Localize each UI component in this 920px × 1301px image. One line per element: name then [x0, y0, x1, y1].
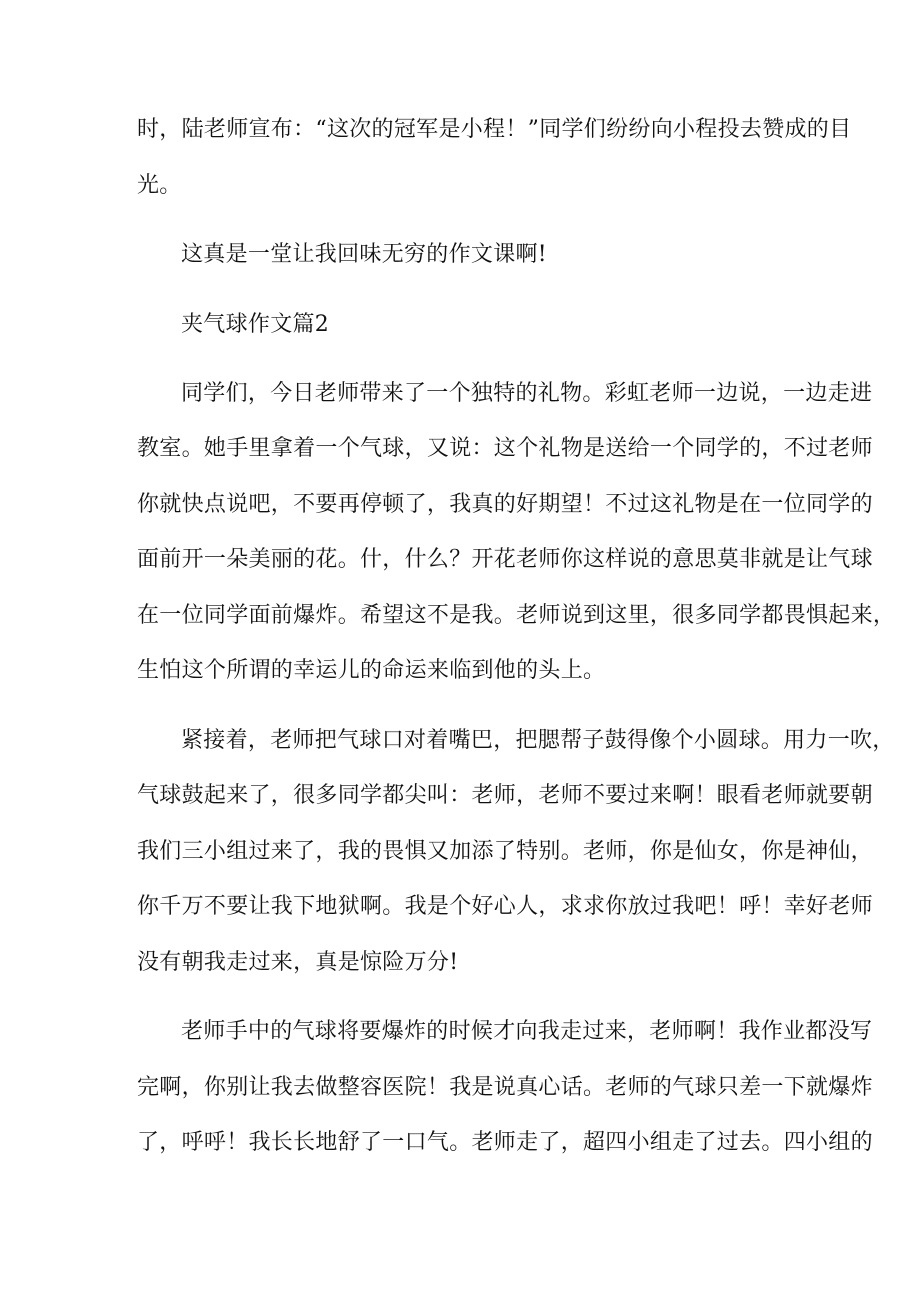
paragraph-3-line-5: 在一位同学面前爆炸。希望这不是我。老师说到这里，很多同学都畏惧起来， — [137, 603, 896, 628]
paragraph-4-line-2: 气球鼓起来了，很多同学都尖叫：老师，老师不要过来啊！眼看老师就要朝 — [137, 783, 873, 808]
paragraph-3-line-1: 同学们，今日老师带来了一个独特的礼物。彩虹老师一边说，一边走进 — [181, 381, 873, 406]
paragraph-5-line-3: 了，呼呼！我长长地舒了一口气。老师走了，超四小组走了过去。四小组的 — [137, 1130, 873, 1155]
paragraph-1-line-2: 光。 — [137, 173, 182, 198]
paragraph-3-line-2: 教室。她手里拿着一个气球，又说：这个礼物是送给一个同学的，不过老师 — [137, 436, 873, 461]
paragraph-5-line-1: 老师手中的气球将要爆炸的时候才向我走过来，老师啊！我作业都没写 — [181, 1019, 873, 1044]
paragraph-3-line-3: 你就快点说吧，不要再停顿了，我真的好期望！不过这礼物是在一位同学的 — [137, 492, 873, 517]
paragraph-4-line-3: 我们三小组过来了，我的畏惧又加添了特别。老师，你是仙女，你是神仙， — [137, 839, 873, 864]
paragraph-3-line-4: 面前开一朵美丽的花。什，什么？开花老师你这样说的意思莫非就是让气球 — [137, 547, 873, 572]
section-heading: 夹气球作文篇2 — [181, 312, 330, 337]
paragraph-4-line-4: 你千万不要让我下地狱啊。我是个好心人，求求你放过我吧！呼！幸好老师 — [137, 894, 873, 919]
paragraph-4-line-5: 没有朝我走过来，真是惊险万分! — [137, 950, 459, 975]
paragraph-3-line-6: 生怕这个所谓的幸运儿的命运来临到他的头上。 — [137, 658, 606, 683]
paragraph-4-line-1: 紧接着，老师把气球口对着嘴巴，把腮帮子鼓得像个小圆球。用力一吹， — [181, 728, 895, 753]
paragraph-5-line-2: 完啊，你别让我去做整容医院！我是说真心话。老师的气球只差一下就爆炸 — [137, 1075, 873, 1100]
paragraph-2-line-1: 这真是一堂让我回味无穷的作文课啊! — [181, 242, 547, 267]
paragraph-1-line-1: 时，陆老师宣布：“这次的冠军是小程！”同学们纷纷向小程投去赞成的目 — [137, 117, 852, 142]
